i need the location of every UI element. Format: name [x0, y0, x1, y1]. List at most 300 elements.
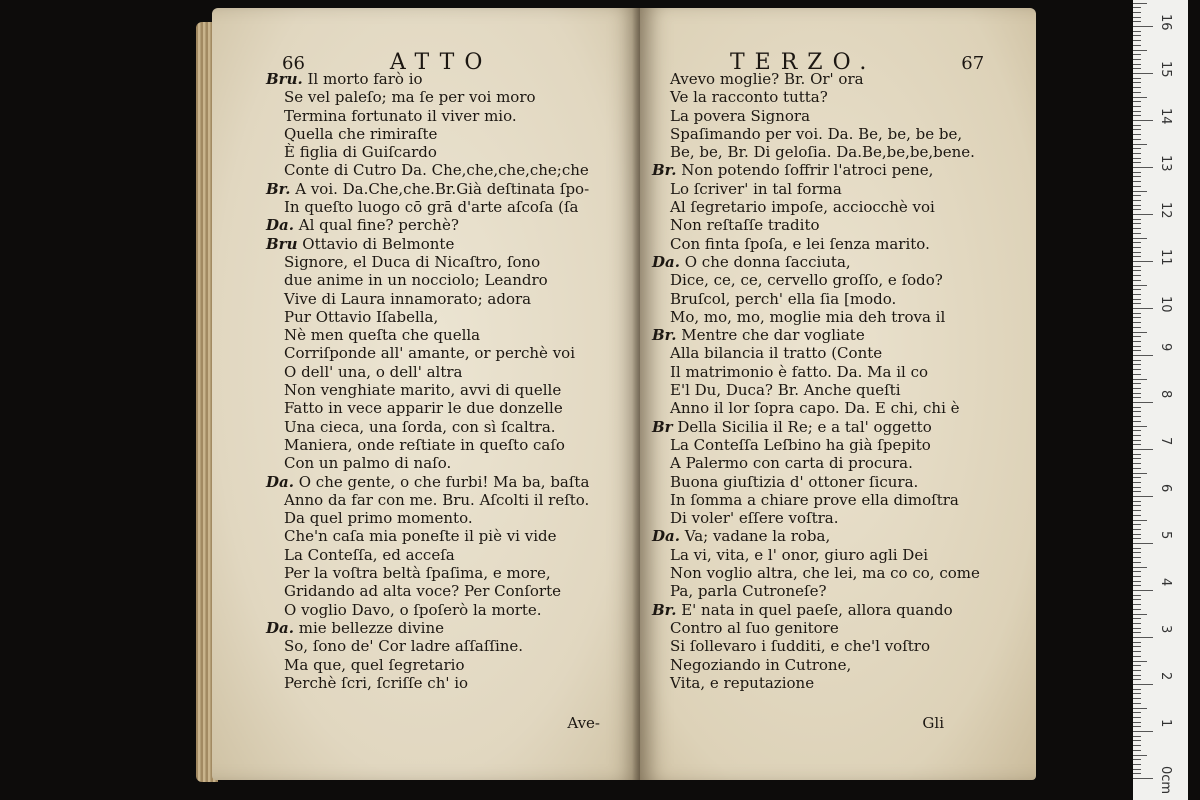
text-line	[212, 546, 640, 564]
ruler-tick	[1133, 548, 1141, 549]
ruler-tick	[1133, 379, 1147, 380]
ruler-tick	[1133, 543, 1153, 544]
text-line	[640, 674, 1036, 692]
ruler-tick	[1133, 242, 1141, 243]
ruler-tick	[1133, 458, 1141, 459]
ruler-tick	[1133, 524, 1141, 525]
text-line	[640, 290, 1036, 308]
ruler-tick	[1133, 59, 1141, 60]
line-text: Mentre che dar vogliate	[681, 326, 865, 345]
ruler-tick	[1133, 717, 1141, 718]
text-line	[212, 674, 640, 692]
text-line	[212, 509, 640, 527]
line-text: due anime in un nocciolo; Leandro	[284, 271, 548, 290]
speaker-label: Bru	[266, 234, 298, 253]
ruler-tick	[1133, 661, 1147, 662]
line-text: Da quel primo momento.	[284, 509, 473, 528]
line-text: Il morto farò io	[307, 70, 423, 88]
ruler-tick	[1133, 115, 1141, 116]
text-line	[212, 454, 640, 472]
text-line	[212, 381, 640, 399]
ruler-tick	[1133, 534, 1141, 535]
line-text: Con un palmo di naſo.	[284, 454, 452, 473]
ruler-tick	[1133, 303, 1141, 304]
line-text: Dice, ce, ce, cervello groſſo, e ſodo?	[670, 271, 943, 290]
ruler-label: 15	[1158, 61, 1173, 78]
ruler-tick	[1133, 374, 1141, 375]
ruler-tick	[1133, 17, 1141, 18]
text-line	[212, 308, 640, 326]
line-text: Fatto in vece apparir le due donzelle	[284, 399, 563, 418]
ruler-tick	[1133, 35, 1141, 36]
line-text: Vive di Laura innamorato; adora	[284, 289, 532, 308]
line-text: A voi. Da.Che,che.Br.Già deſtinata ſpo-	[295, 179, 590, 198]
line-text: Mo, mo, mo, moglie mia deh trova il	[670, 307, 946, 326]
right-running-head: TERZO.	[730, 50, 877, 75]
ruler-tick	[1133, 529, 1141, 530]
left-page-number: 66	[282, 53, 305, 74]
line-text: Pur Ottavio Iſabella,	[284, 307, 439, 326]
ruler-tick	[1133, 78, 1141, 79]
speaker-label: Br.	[652, 600, 677, 619]
line-text: Vita, e reputazione	[670, 673, 815, 692]
ruler-tick	[1133, 322, 1141, 323]
ruler-tick	[1133, 31, 1141, 32]
text-line	[640, 656, 1036, 674]
ruler-label: 4	[1158, 578, 1173, 587]
line-text: Se vel paleſo; ma ſe per voi moro	[284, 88, 536, 107]
ruler-tick	[1133, 191, 1147, 192]
ruler-tick	[1133, 679, 1141, 680]
line-text: In queſto luogo cō grā d'arte aſcoſa (ſa	[284, 198, 579, 217]
speaker-label: Da.	[266, 216, 294, 235]
text-line	[640, 509, 1036, 527]
ruler-tick	[1133, 247, 1141, 248]
ruler-tick	[1133, 463, 1141, 464]
ruler-tick	[1133, 609, 1141, 610]
text-line	[212, 656, 640, 674]
ruler-tick	[1133, 670, 1141, 671]
ruler-tick	[1133, 233, 1141, 234]
line-text: Non voglio altra, che lei, ma co co, come	[670, 564, 980, 583]
text-line	[640, 454, 1036, 472]
text-line	[212, 344, 640, 362]
text-line	[640, 564, 1036, 582]
ruler-tick	[1133, 614, 1147, 615]
text-line	[640, 582, 1036, 600]
ruler-tick	[1133, 411, 1141, 412]
ruler-tick	[1133, 238, 1147, 239]
ruler-tick	[1133, 482, 1141, 483]
line-text: So, ſono de' Cor ladre aſſaſſine.	[284, 637, 524, 656]
ruler-tick	[1133, 632, 1141, 633]
left-page-text	[212, 70, 640, 692]
ruler-tick	[1133, 562, 1141, 563]
ruler-tick	[1133, 223, 1141, 224]
line-text: La povera Signora	[670, 106, 811, 125]
line-text: Pa, parla Cutroneſe?	[670, 582, 827, 601]
text-line	[212, 271, 640, 289]
ruler-tick	[1133, 628, 1141, 629]
ruler-tick	[1133, 195, 1141, 196]
ruler-label: 5	[1158, 531, 1173, 540]
ruler-tick	[1133, 557, 1141, 558]
ruler-tick	[1133, 473, 1147, 474]
line-text: mie bellezze divine	[298, 618, 445, 637]
ruler-tick	[1133, 106, 1141, 107]
line-text: Non venghiate marito, avvi di quelle	[284, 381, 562, 400]
ruler-tick	[1133, 139, 1141, 140]
text-line	[640, 344, 1036, 362]
ruler-tick	[1133, 623, 1141, 624]
ruler-tick	[1133, 346, 1141, 347]
text-line	[640, 161, 1036, 179]
line-text: Di voler' eſſere voſtra.	[670, 509, 839, 528]
ruler-tick	[1133, 595, 1141, 596]
line-text: O voglio Davo, o ſpoſerò la morte.	[284, 600, 542, 619]
text-line	[212, 88, 640, 106]
line-text: La Conteſſa Leſbino ha già ſpepito	[670, 435, 931, 454]
ruler-tick	[1133, 64, 1141, 65]
ruler-tick	[1133, 388, 1141, 389]
ruler-tick	[1133, 73, 1153, 74]
ruler-tick	[1133, 684, 1153, 685]
line-text: A Palermo con carta di procura.	[670, 454, 913, 473]
ruler-tick	[1133, 393, 1141, 394]
ruler-tick	[1133, 162, 1141, 163]
line-text: Si ſollevaro i ſudditi, e che'l voſtro	[670, 637, 930, 656]
ruler-tick	[1133, 708, 1147, 709]
ruler-tick	[1133, 491, 1141, 492]
ruler-tick	[1133, 693, 1141, 694]
ruler-tick	[1133, 712, 1141, 713]
text-line	[212, 491, 640, 509]
ruler-tick	[1133, 369, 1141, 370]
ruler-tick	[1133, 332, 1147, 333]
text-line	[640, 546, 1036, 564]
line-text: Non reſtaſſe tradito	[670, 216, 820, 235]
text-line	[640, 601, 1036, 619]
ruler-label: 10	[1158, 296, 1173, 313]
ruler-tick	[1133, 111, 1141, 112]
right-catchword: Gli	[922, 714, 944, 732]
ruler-tick	[1133, 750, 1141, 751]
ruler-tick	[1133, 341, 1141, 342]
ruler-tick	[1133, 176, 1141, 177]
ruler-label: 1	[1158, 719, 1173, 728]
ruler-tick	[1133, 515, 1141, 516]
ruler-tick	[1133, 567, 1147, 568]
speaker-label: Br.	[266, 179, 291, 198]
line-text: O che gente, o che furbi! Ma ba, baſta	[298, 472, 590, 491]
text-line	[640, 198, 1036, 216]
ruler-tick	[1133, 510, 1141, 511]
text-line	[212, 418, 640, 436]
text-line	[640, 143, 1036, 161]
ruler-tick	[1133, 440, 1141, 441]
text-line	[640, 180, 1036, 198]
line-text: In ſomma a chiare prove ella dimoſtra	[670, 490, 959, 509]
ruler-tick	[1133, 327, 1141, 328]
ruler-tick	[1133, 552, 1141, 553]
ruler-tick	[1133, 261, 1153, 262]
right-page-text	[640, 70, 1036, 692]
text-line	[212, 527, 640, 545]
ruler-tick	[1133, 355, 1153, 356]
ruler-tick	[1133, 402, 1153, 403]
ruler-tick	[1133, 280, 1141, 281]
line-text: Be, be, Br. Di geloſia. Da.Be,be,be,bene.	[670, 143, 975, 162]
ruler-tick	[1133, 421, 1141, 422]
ruler-tick	[1133, 773, 1141, 774]
ruler-tick	[1133, 722, 1141, 723]
speaker-label: Bru.	[266, 70, 303, 88]
line-text: E'l Du, Duca? Br. Anche queſti	[670, 381, 901, 400]
ruler-label: 2	[1158, 672, 1173, 681]
text-line	[212, 70, 640, 88]
ruler-tick	[1133, 435, 1141, 436]
line-text: O dell' una, o dell' altra	[284, 362, 463, 381]
text-line	[640, 418, 1036, 436]
ruler-tick	[1133, 590, 1153, 591]
ruler-tick	[1133, 209, 1141, 210]
ruler-tick	[1133, 266, 1141, 267]
line-text: Signore, el Duca di Nicaſtro, ſono	[284, 252, 541, 271]
ruler-tick	[1133, 50, 1147, 51]
text-line	[212, 363, 640, 381]
line-text: Della Sicilia il Re; e a tal' oggetto	[677, 417, 932, 436]
text-line	[212, 399, 640, 417]
ruler-tick	[1133, 477, 1141, 478]
ruler-label: 14	[1158, 108, 1173, 125]
line-text: Negoziando in Cutrone,	[670, 655, 852, 674]
line-text: Il matrimonio è fatto. Da. Ma il co	[670, 362, 929, 381]
ruler-tick	[1133, 769, 1141, 770]
ruler-tick	[1133, 364, 1141, 365]
ruler-tick	[1133, 285, 1147, 286]
ruler-tick	[1133, 444, 1141, 445]
text-line	[212, 326, 640, 344]
ruler-tick	[1133, 651, 1141, 652]
ruler-tick	[1133, 120, 1153, 121]
ruler-tick	[1133, 520, 1147, 521]
text-line	[212, 198, 640, 216]
ruler-tick	[1133, 148, 1141, 149]
ruler-tick	[1133, 505, 1141, 506]
text-line	[640, 399, 1036, 417]
ruler-tick	[1133, 538, 1141, 539]
line-text: Lo ſcriver' in tal forma	[670, 179, 842, 198]
text-line	[640, 619, 1036, 637]
text-line	[212, 290, 640, 308]
ruler-tick	[1133, 68, 1141, 69]
speaker-label: Da.	[652, 252, 680, 271]
ruler-tick	[1133, 736, 1141, 737]
ruler-tick	[1133, 426, 1147, 427]
ruler-tick	[1133, 252, 1141, 253]
ruler-tick	[1133, 487, 1141, 488]
text-line	[640, 381, 1036, 399]
ruler-tick	[1133, 764, 1141, 765]
ruler-tick	[1133, 313, 1141, 314]
ruler-tick	[1133, 468, 1141, 469]
line-text: Perchè ſcri, ſcriſſe ch' io	[284, 673, 469, 692]
text-line	[212, 161, 640, 179]
ruler-tick	[1133, 125, 1141, 126]
ruler-tick	[1133, 167, 1153, 168]
line-text: Al ſegretario impoſe, acciocchè voi	[670, 198, 935, 217]
text-line	[212, 143, 640, 161]
ruler-tick	[1133, 571, 1141, 572]
text-line	[640, 491, 1036, 509]
ruler-label: 9	[1158, 343, 1173, 352]
ruler-tick	[1133, 496, 1153, 497]
ruler-tick	[1133, 383, 1141, 384]
line-text: Una cieca, una ſorda, con sì ſcaltra.	[284, 417, 556, 436]
line-text: Con finta ſpoſa, e lei ſenza marito.	[670, 234, 930, 253]
ruler-tick	[1133, 289, 1141, 290]
ruler-tick	[1133, 134, 1141, 135]
speaker-label: Da.	[652, 527, 680, 546]
text-line	[640, 473, 1036, 491]
ruler-label: 0cm	[1158, 766, 1173, 795]
text-line	[212, 216, 640, 234]
ruler-label: 3	[1158, 625, 1173, 634]
ruler-tick	[1133, 350, 1141, 351]
text-line	[212, 473, 640, 491]
text-line	[212, 582, 640, 600]
ruler-tick	[1133, 642, 1141, 643]
right-page-number: 67	[961, 53, 985, 74]
line-text: Ve la racconto tutta?	[670, 88, 828, 107]
ruler-tick	[1133, 153, 1141, 154]
text-line	[640, 308, 1036, 326]
ruler-tick	[1133, 97, 1147, 98]
ruler-tick	[1133, 87, 1141, 88]
ruler-tick	[1133, 21, 1141, 22]
ruler-label: 11	[1158, 249, 1173, 266]
ruler-tick	[1133, 270, 1141, 271]
ruler-label: 16	[1158, 14, 1173, 31]
ruler-tick	[1133, 317, 1141, 318]
line-text: Ottavio di Belmonte	[302, 234, 455, 253]
measuring-ruler	[1133, 0, 1188, 800]
left-page	[212, 8, 640, 780]
ruler-tick	[1133, 755, 1147, 756]
ruler-tick	[1133, 172, 1141, 173]
text-line	[640, 271, 1036, 289]
ruler-tick	[1133, 129, 1141, 130]
ruler-tick	[1133, 45, 1141, 46]
ruler-label: 12	[1158, 202, 1173, 219]
ruler-tick	[1133, 585, 1141, 586]
ruler-tick	[1133, 449, 1153, 450]
text-line	[212, 619, 640, 637]
line-text: Che'n caſa mia poneſte il piè vi vide	[284, 527, 557, 546]
line-text: La Conteſſa, ed acceſa	[284, 545, 455, 564]
line-text: Contro al ſuo genitore	[670, 618, 839, 637]
ruler-tick	[1133, 26, 1153, 27]
text-line	[212, 253, 640, 271]
ruler-tick	[1133, 186, 1141, 187]
text-line	[212, 601, 640, 619]
line-text: Corriſponde all' amante, or perchè voi	[284, 344, 576, 363]
ruler-tick	[1133, 407, 1141, 408]
speaker-label: Br	[652, 417, 673, 436]
ruler-tick	[1133, 703, 1141, 704]
speaker-label: Br.	[652, 326, 677, 345]
ruler-tick	[1133, 599, 1141, 600]
text-line	[212, 107, 640, 125]
ruler-tick	[1133, 256, 1141, 257]
line-text: Per la voſtra beltà ſpaſima, e more,	[284, 564, 551, 583]
left-running-head: ATTO	[389, 50, 493, 75]
ruler-tick	[1133, 360, 1141, 361]
text-line	[640, 637, 1036, 655]
ruler-tick	[1133, 308, 1153, 309]
open-book	[196, 8, 1058, 792]
ruler-tick	[1133, 745, 1141, 746]
line-text: Al qual fine? perchè?	[298, 216, 459, 235]
text-line	[212, 235, 640, 253]
line-text: Quella che rimiraſte	[284, 124, 438, 143]
line-text: Conte di Cutro Da. Che,che,che,che;che	[284, 161, 589, 180]
line-text: E' nata in quel paeſe, allora quando	[681, 600, 953, 619]
text-line	[212, 125, 640, 143]
ruler-tick	[1133, 501, 1141, 502]
line-text: Ma que, quel ſegretario	[284, 655, 465, 674]
ruler-tick	[1133, 665, 1141, 666]
line-text: Bruſcol, perch' ella ſia [modo.	[670, 289, 897, 308]
ruler-tick	[1133, 430, 1141, 431]
ruler-tick	[1133, 397, 1141, 398]
ruler-tick	[1133, 656, 1141, 657]
line-text: Alla bilancia il tratto (Conte	[670, 344, 883, 363]
ruler-tick	[1133, 101, 1141, 102]
line-text: Termina fortunato il viver mio.	[284, 106, 517, 125]
line-text: Va; vadane la roba,	[684, 527, 831, 546]
ruler-tick	[1133, 200, 1141, 201]
text-line	[640, 88, 1036, 106]
ruler-label: 7	[1158, 437, 1173, 446]
left-catchword: Ave-	[567, 714, 600, 732]
ruler-tick	[1133, 12, 1141, 13]
ruler-tick	[1133, 637, 1153, 638]
ruler-tick	[1133, 228, 1141, 229]
line-text: Avevo moglie? Br. Or' ora	[670, 70, 864, 88]
ruler-tick	[1133, 82, 1141, 83]
text-line	[212, 180, 640, 198]
ruler-tick	[1133, 454, 1141, 455]
ruler-tick	[1133, 219, 1141, 220]
text-line	[640, 253, 1036, 271]
ruler-label: 13	[1158, 155, 1173, 172]
line-text: Anno da far con me. Bru. Aſcolti il reſto.	[284, 490, 590, 509]
line-text: È figlia di Guiſcardo	[284, 143, 437, 162]
line-text: Gridando ad alta voce? Per Conſorte	[284, 582, 562, 601]
ruler-tick	[1133, 294, 1141, 295]
ruler-tick	[1133, 54, 1141, 55]
ruler-label: 8	[1158, 390, 1173, 399]
line-text: O che donna ſacciuta,	[684, 252, 851, 271]
ruler-tick	[1133, 581, 1141, 582]
line-text: Non potendo ſoffrir l'atroci pene,	[681, 161, 934, 180]
ruler-tick	[1133, 675, 1141, 676]
line-text: Maniera, onde reſtiate in queſto caſo	[284, 435, 565, 454]
ruler-tick	[1133, 604, 1141, 605]
ruler-tick	[1133, 205, 1141, 206]
ruler-tick	[1133, 299, 1141, 300]
